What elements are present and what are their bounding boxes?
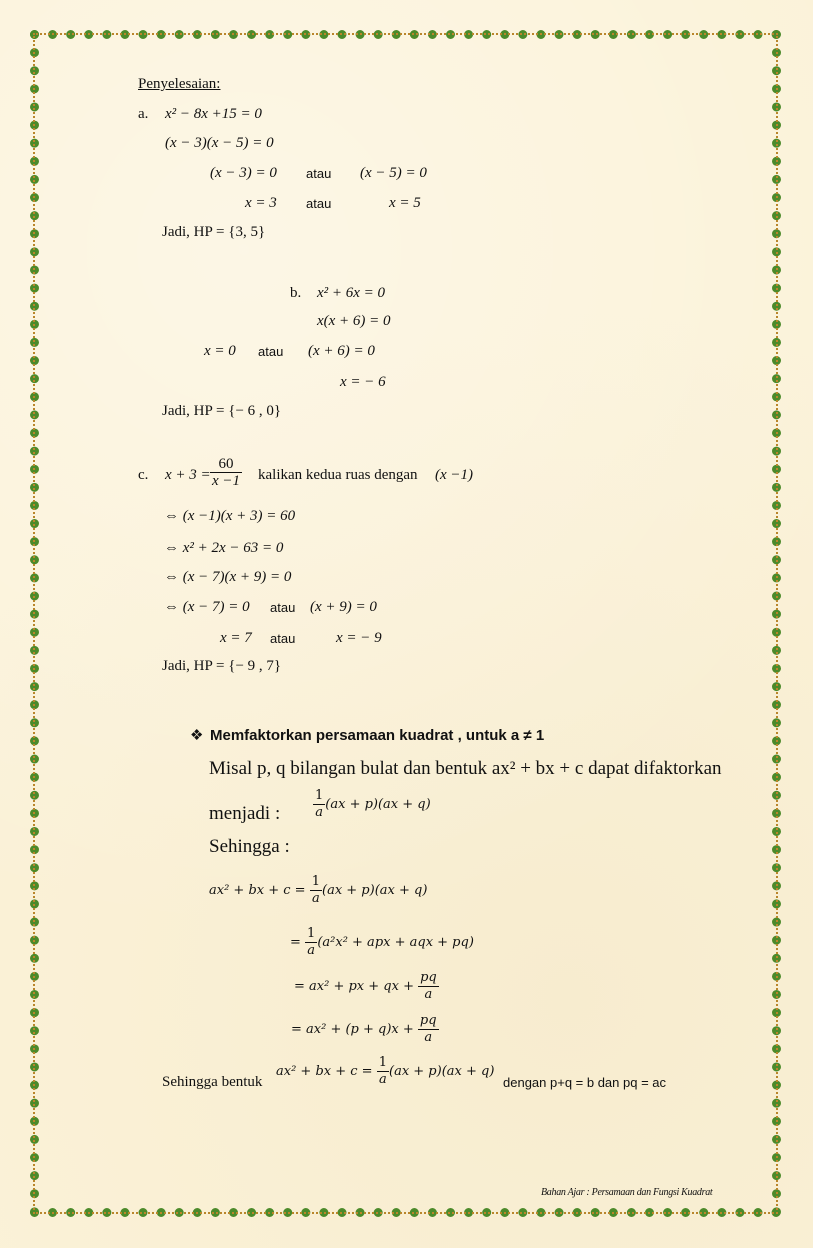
part-a-line4-right: x = 5	[389, 195, 421, 211]
part-b-line4: x = − 6	[340, 374, 386, 390]
final-lhs: ax² + bx + c =	[276, 1064, 373, 1079]
section-title: Memfaktorkan persamaan kuadrat , untuk a ≠ 1	[210, 727, 545, 744]
part-a-line3-right: (x − 5) = 0	[360, 165, 427, 181]
part-b-line3-right: (x + 6) = 0	[308, 343, 375, 359]
section-bullet-icon: ❖	[190, 728, 204, 744]
part-a-result: Jadi, HP = {3, 5}	[162, 224, 266, 240]
derivation-1-den: a	[311, 891, 320, 906]
derivation-2-num: 1	[307, 926, 316, 941]
final-den: a	[378, 1072, 387, 1087]
derivation-4-expr: = ax² + (p + q)x +	[291, 1022, 414, 1037]
part-c-line5-left: ⇔ (x − 7) = 0	[164, 599, 250, 615]
section-paragraph-2: menjadi :	[209, 803, 281, 824]
part-c-note-expr: (x −1)	[435, 467, 474, 483]
final-formula	[276, 1055, 494, 1088]
part-c-lhs: x + 3 =	[165, 467, 211, 483]
part-a-line3-left: (x − 3) = 0	[210, 165, 277, 181]
page-footer: Bahan Ajar : Persamaan dan Fungsi Kuadrat	[541, 1187, 713, 1198]
part-c-denominator: x −1	[212, 473, 241, 489]
part-a-line2: (x − 3)(x − 5) = 0	[165, 135, 274, 151]
part-b-line1: x² + 6x = 0	[317, 285, 386, 301]
part-c-label: c.	[138, 467, 149, 483]
derivation-line-2	[290, 926, 474, 959]
derivation-line-1	[209, 874, 427, 907]
part-c-line6-right: x = − 9	[336, 630, 382, 646]
part-c-line6-left: x = 7	[220, 630, 252, 646]
derivation-1-num: 1	[311, 874, 320, 889]
section-p2-formula	[313, 788, 431, 821]
part-c-numerator: 60	[210, 456, 242, 473]
derivation-1-lhs: ax² + bx + c =	[209, 883, 306, 898]
derivation-2-eq: =	[290, 935, 301, 950]
section-paragraph-3: Sehingga :	[209, 836, 290, 857]
derivation-line-4	[291, 1013, 439, 1046]
part-a-atau-1: atau	[306, 166, 332, 181]
part-c-line3: ⇔ x² + 2x − 63 = 0	[164, 540, 284, 556]
section-p2-den: a	[315, 805, 324, 820]
section-paragraph-1: Misal p, q bilangan bulat dan bentuk ax² + bx + c dapat difaktorkan	[209, 758, 722, 779]
part-a-line4-left: x = 3	[245, 195, 277, 211]
final-num: 1	[378, 1055, 387, 1070]
part-b-label: b.	[290, 285, 302, 301]
derivation-3-den: a	[424, 987, 433, 1002]
part-b-result: Jadi, HP = {− 6 , 0}	[162, 403, 282, 419]
part-c-line2: ⇔ (x −1)(x + 3) = 60	[164, 508, 296, 524]
part-c-result: Jadi, HP = {− 9 , 7}	[162, 658, 282, 674]
part-c-fraction	[210, 456, 242, 489]
derivation-4-num: pq	[419, 1013, 437, 1028]
derivation-4-den: a	[424, 1030, 433, 1045]
derivation-line-3	[294, 970, 439, 1003]
part-b-line2: x(x + 6) = 0	[317, 313, 391, 329]
part-a-label: a.	[138, 106, 149, 122]
part-a-atau-2: atau	[306, 196, 332, 211]
part-c-note: kalikan kedua ruas dengan	[258, 467, 418, 483]
solution-heading: Penyelesaian:	[138, 76, 221, 92]
section-p2-expr: (ax + p)(ax + q)	[325, 797, 431, 812]
derivation-2-den: a	[307, 943, 316, 958]
derivation-3-expr: = ax² + px + qx +	[294, 979, 414, 994]
part-a-line1: x² − 8x +15 = 0	[165, 106, 262, 122]
derivation-1-rhs: (ax + p)(ax + q)	[322, 883, 428, 898]
part-c-line5-right: (x + 9) = 0	[310, 599, 377, 615]
final-prefix: Sehingga bentuk	[162, 1074, 263, 1090]
part-b-line3-left: x = 0	[204, 343, 236, 359]
part-b-atau: atau	[258, 344, 284, 359]
part-c-line4: ⇔ (x − 7)(x + 9) = 0	[164, 569, 292, 585]
final-postfix: dengan p+q = b dan pq = ac	[503, 1075, 667, 1090]
part-c-atau-2: atau	[270, 631, 296, 646]
derivation-2-rhs: (a²x² + apx + aqx + pq)	[317, 935, 474, 950]
derivation-3-num: pq	[420, 970, 437, 985]
part-c-atau-1: atau	[270, 600, 296, 615]
section-p2-num: 1	[315, 788, 324, 803]
final-rhs: (ax + p)(ax + q)	[389, 1064, 495, 1079]
